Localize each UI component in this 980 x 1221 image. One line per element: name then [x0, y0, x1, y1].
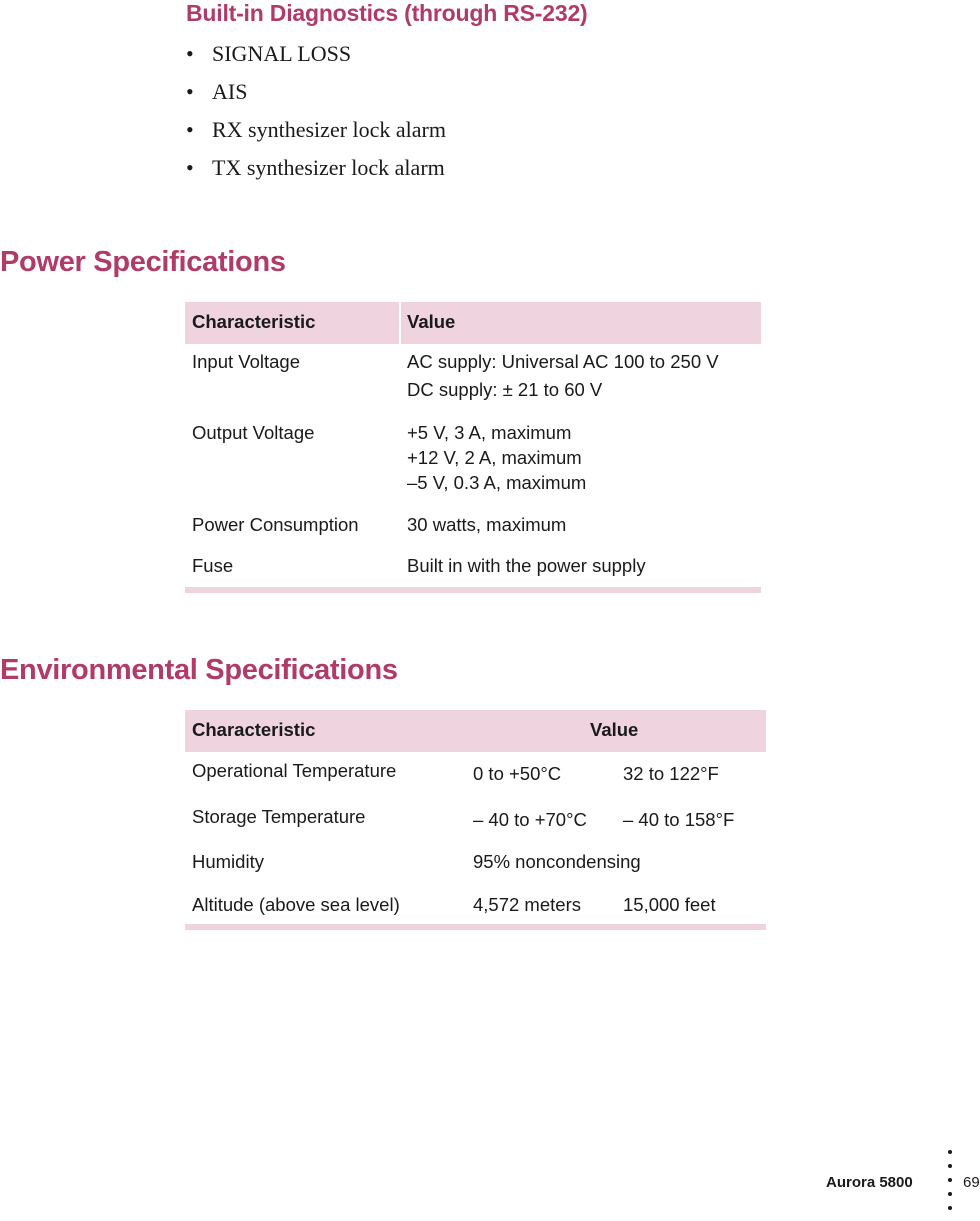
bullet-icon: •	[186, 41, 194, 66]
list-item-text: TX synthesizer lock alarm	[212, 155, 445, 180]
table-cell-characteristic: Altitude (above sea level)	[192, 894, 400, 915]
page-number: 69	[963, 1174, 980, 1191]
header-value: Value	[407, 311, 456, 332]
header-divider	[399, 302, 401, 344]
list-item-text: RX synthesizer lock alarm	[212, 117, 446, 142]
diagnostics-list	[186, 40, 446, 192]
table-header	[185, 710, 766, 752]
diagnostics-heading: Built-in Diagnostics (through RS-232)	[186, 0, 588, 26]
bullet-icon: •	[186, 117, 194, 142]
bullet-icon: •	[186, 79, 194, 104]
table-cell-characteristic: Fuse	[192, 555, 234, 576]
header-characteristic: Characteristic	[192, 719, 316, 740]
power-table	[185, 302, 761, 594]
list-item-text: SIGNAL LOSS	[212, 41, 352, 66]
table-cell-metric: 95% noncondensing	[473, 851, 641, 872]
table-cell-value: 30 watts, maximum	[407, 514, 567, 535]
table-bottom-rule	[185, 587, 761, 593]
table-cell-imperial: – 40 to 158°F	[623, 809, 735, 830]
table-cell-imperial: 32 to 122°F	[623, 763, 719, 784]
table-bottom-rule	[185, 924, 766, 930]
table-cell-metric: – 40 to +70°C	[473, 809, 587, 830]
table-cell-imperial: 15,000 feet	[623, 894, 716, 915]
table-cell-characteristic: Input Voltage	[192, 351, 301, 372]
table-cell-value: –5 V, 0.3 A, maximum	[407, 472, 587, 493]
list-item	[186, 116, 446, 154]
environmental-table	[185, 710, 766, 932]
table-cell-characteristic: Humidity	[192, 851, 264, 872]
bullet-icon: •	[186, 155, 194, 180]
table-cell-value: +12 V, 2 A, maximum	[407, 447, 582, 468]
table-cell-value: DC supply: ± 21 to 60 V	[407, 379, 603, 400]
table-cell-characteristic: Operational Temperature	[192, 760, 397, 781]
table-cell-value: AC supply: Universal AC 100 to 250 V	[407, 351, 719, 372]
table-cell-value: Built in with the power supply	[407, 555, 646, 576]
table-cell-characteristic: Power Consumption	[192, 514, 359, 535]
footer-dots-decoration	[948, 1150, 954, 1220]
list-item	[186, 40, 446, 78]
table-header	[185, 302, 761, 344]
power-heading: Power Specifications	[0, 246, 286, 278]
footer-product-name: Aurora 5800	[826, 1174, 913, 1191]
table-cell-characteristic: Output Voltage	[192, 422, 315, 443]
table-cell-value: +5 V, 3 A, maximum	[407, 422, 572, 443]
list-item	[186, 78, 446, 116]
header-value: Value	[590, 719, 639, 740]
list-item-text: AIS	[212, 79, 248, 104]
table-cell-metric: 4,572 meters	[473, 894, 581, 915]
table-cell-characteristic: Storage Temperature	[192, 806, 366, 827]
list-item	[186, 154, 446, 192]
table-cell-metric: 0 to +50°C	[473, 763, 562, 784]
header-characteristic: Characteristic	[192, 311, 316, 332]
environmental-heading: Environmental Specifications	[0, 654, 398, 686]
